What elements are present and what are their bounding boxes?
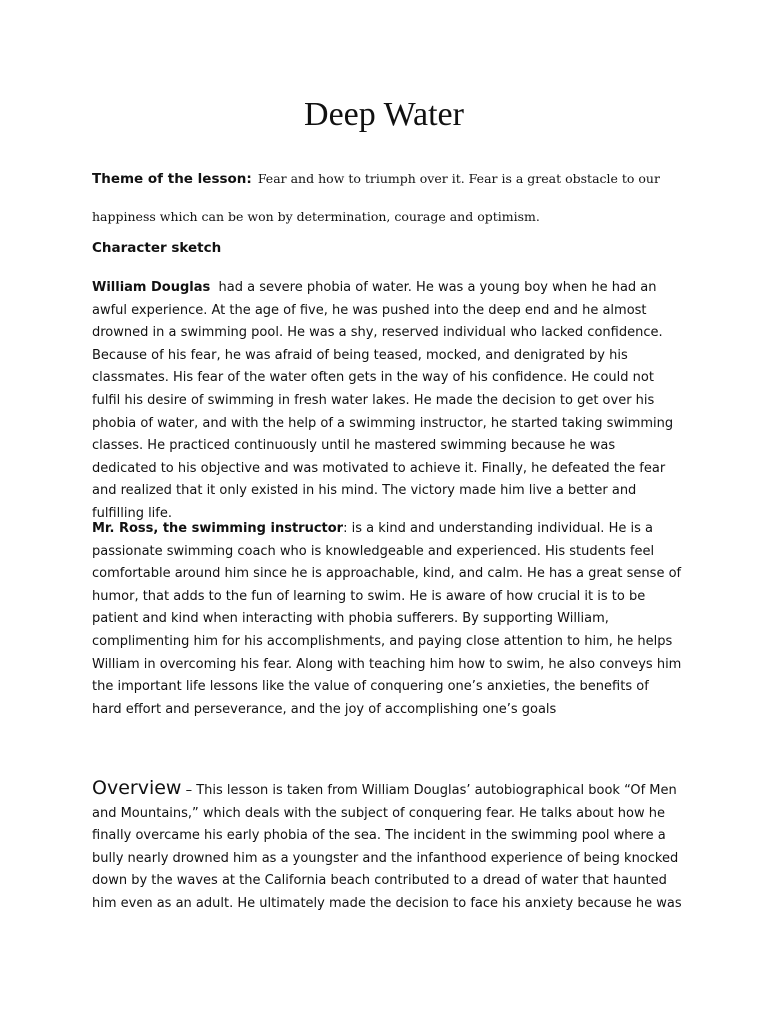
william-douglas-text: had a severe phobia of water. He was a young boy when he had an awful experience. At the age of five, he was pushed into the deep end and he almost drowned in a swimming pool. He was a shy, reserved individual who lacked confidence. Because of his fear, he was afraid of being teased, mocked, and denigrated by his classmates. His fear of the water often gets in the way of his confidence. He could not fulfil his desire of swimming in fresh water lakes. He made the decision to get over his phobia of water, and with the help of a swimming instructor, he started taking swimming classes. He practiced continuously until he mastered swimming because he was dedicated to his objective and was motivated to achieve it. Finally, he defeated the fear and realized that it only existed in his mind. The victory made him live a better and fulfilling life. [92,280,674,521]
mr-ross-name: Mr. Ross, the swimming instructor [92,521,344,536]
overview-paragraph [92,777,682,916]
william-douglas-name: William Douglas [92,280,211,295]
theme-paragraph [92,160,692,236]
overview-text: – This lesson is taken from William Douglas’ autobiographical book “Of Men and Mountains,” which deals with the subject of conquering fear. He talks about how he finally overcame his early phobia of the sea. The incident in the swimming pool where a bully nearly drowned him as a youngster and the infanthood experience of being knocked down by the waves at the California beach contributed to a dread of water that haunted him even as an adult. He ultimately made the decision to face his anxiety because he was [92,783,682,911]
theme-text: Fear and how to triumph over it. Fear is a great obstacle to our happiness which can be won by determination, courage and optimism. [92,171,660,224]
document-title: Deep Water [304,96,464,133]
overview-label: Overview [92,777,182,799]
theme-label: Theme of the lesson: [92,171,252,187]
william-douglas-paragraph [92,277,682,526]
mr-ross-paragraph [92,518,682,721]
character-sketch-heading: Character sketch [92,240,222,256]
mr-ross-text: : is a kind and understanding individual. He is a passionate swimming coach who is knowledgeable and experienced. His students feel comfortable around him since he is approachable, kind, and calm. He has a great sense of humor, that adds to the fun of learning to swim. He is aware of how crucial it is to be patient and kind when interacting with phobia sufferers. By supporting William, complimenting him for his accomplishments, and paying close attention to him, he helps William in overcoming his fear. Along with teaching him how to swim, he also conveys him the important life lessons like the value of conquering one’s anxieties, the benefits of hard effort and perseverance, and the joy of accomplishing one’s goals [92,521,682,717]
